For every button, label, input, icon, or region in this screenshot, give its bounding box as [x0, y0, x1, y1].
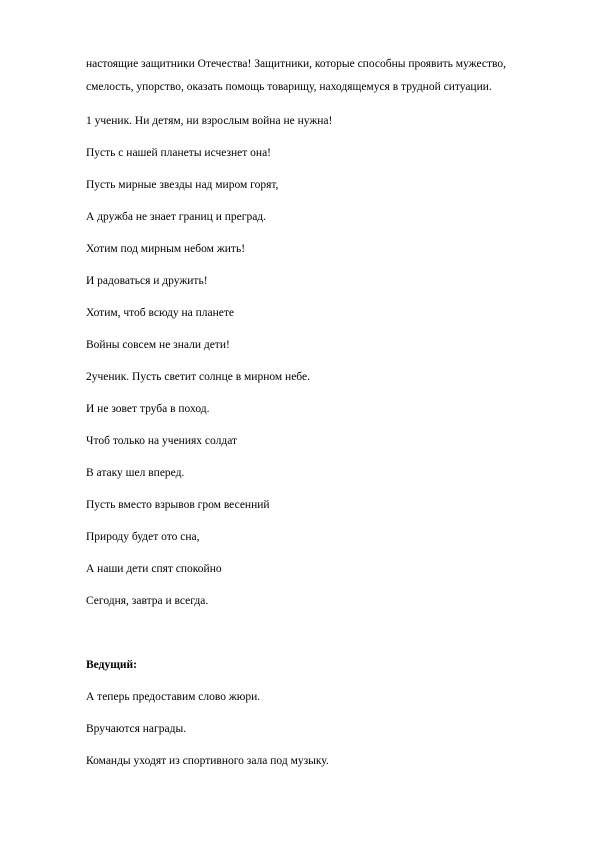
closing-line: Команды уходят из спортивного зала под музыку.: [86, 755, 329, 767]
poem-line: 2ученик. Пусть светит солнце в мирном небе.: [86, 371, 310, 383]
poem-line: В атаку шел вперед.: [86, 467, 185, 479]
poem-line: Сегодня, завтра и всегда.: [86, 595, 209, 607]
poem-line: А дружба не знает границ и преград.: [86, 211, 267, 223]
intro-line-2: смелость, упорство, оказать помощь товарищу, находящемуся в трудной ситуации.: [86, 81, 492, 93]
poem-line: Природу будет ото сна,: [86, 531, 200, 543]
closing-line: А теперь предоставим слово жюри.: [86, 691, 261, 703]
closing-line: Вручаются награды.: [86, 723, 187, 735]
poem-line: Пусть мирные звезды над миром горят,: [86, 179, 279, 191]
poem-line: Хотим под мирным небом жить!: [86, 243, 246, 255]
intro-line-1: настоящие защитники Отечества! Защитники, которые способны проявить мужество,: [86, 58, 506, 70]
poem-line: 1 ученик. Ни детям, ни взрослым война не нужна!: [86, 115, 333, 127]
poem-line: И не зовет труба в поход.: [86, 403, 210, 415]
poem-line: Чтоб только на учениях солдат: [86, 435, 238, 447]
poem-line: А наши дети спят спокойно: [86, 563, 222, 575]
poem-line: Пусть вместо взрывов гром весенний: [86, 499, 270, 511]
host-label: Ведущий:: [86, 659, 137, 671]
poem-line: И радоваться и дружить!: [86, 275, 208, 287]
poem-line: Войны совсем не знали дети!: [86, 339, 230, 351]
poem-line: Хотим, чтоб всюду на планете: [86, 307, 234, 319]
poem-line: Пусть с нашей планеты исчезнет она!: [86, 147, 272, 159]
